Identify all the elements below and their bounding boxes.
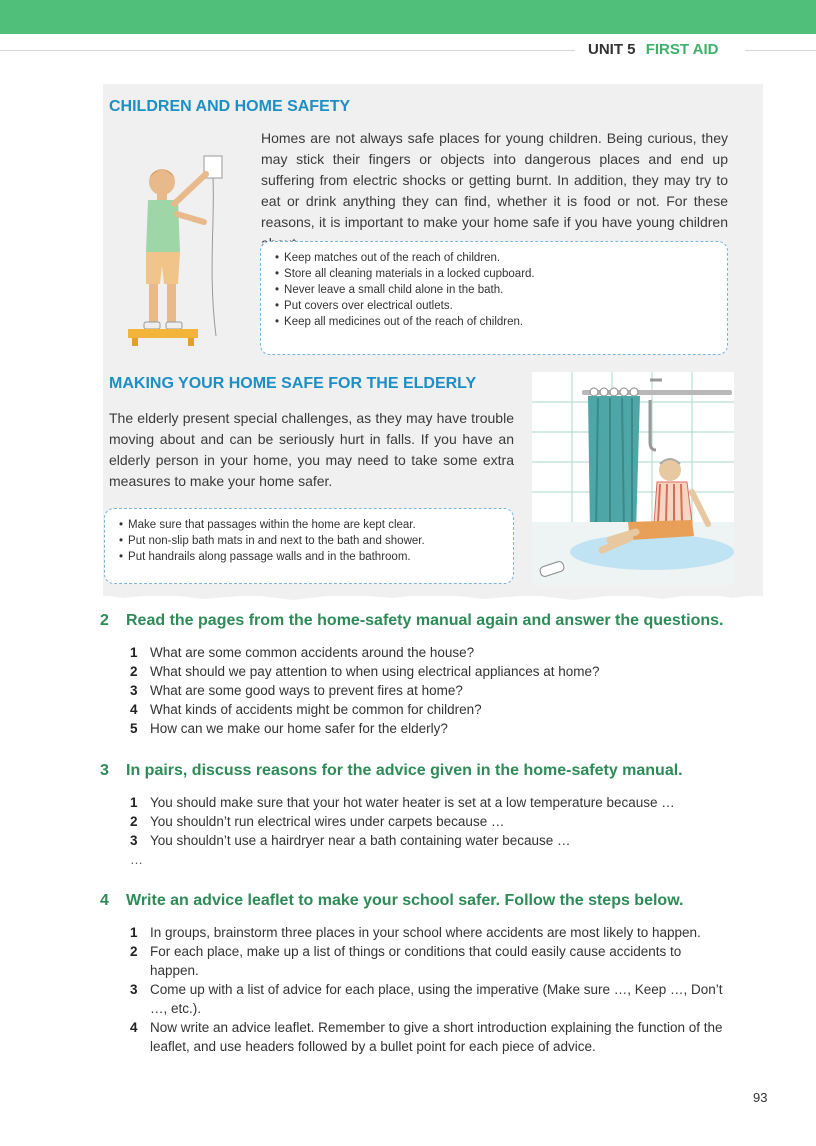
exercise-3-heading bbox=[100, 762, 683, 780]
list-item: • Make sure that passages within the home are kept clear. bbox=[119, 517, 501, 533]
top-banner bbox=[0, 0, 816, 34]
list-item bbox=[130, 812, 730, 831]
list-item bbox=[130, 942, 728, 980]
item-text: Come up with a list of advice for each place, using the imperative (Make sure …, Keep …, Don’t …, etc.). bbox=[150, 982, 723, 1016]
list-item bbox=[130, 700, 730, 719]
item-text: You shouldn’t use a hairdryer near a bath containing water because … bbox=[150, 833, 571, 848]
list-item: • Keep matches out of the reach of children. bbox=[275, 250, 715, 266]
continuation-ellipsis: … bbox=[130, 852, 143, 867]
item-text: You shouldn’t run electrical wires under carpets because … bbox=[150, 814, 505, 829]
header-rule bbox=[0, 50, 575, 51]
item-text: You should make sure that your hot water heater is set at a low temperature because … bbox=[150, 795, 675, 810]
item-text: How can we make our home safer for the elderly? bbox=[150, 721, 448, 736]
list-item: • Put non-slip bath mats in and next to the bath and shower. bbox=[119, 533, 501, 549]
item-number: 2 bbox=[130, 664, 138, 679]
child-at-outlet-illustration bbox=[122, 152, 234, 348]
item-number: 4 bbox=[130, 702, 138, 717]
item-number: 1 bbox=[130, 645, 138, 660]
item-number: 1 bbox=[130, 795, 138, 810]
item-number: 1 bbox=[130, 925, 138, 940]
exercise-4-heading bbox=[100, 892, 684, 910]
list-item: • Keep all medicines out of the reach of children. bbox=[275, 314, 715, 330]
list-item bbox=[130, 681, 730, 700]
children-tips-box bbox=[260, 241, 728, 355]
item-text: What are some common accidents around the house? bbox=[150, 645, 475, 660]
header-rule bbox=[745, 50, 816, 51]
item-number: 4 bbox=[130, 1020, 138, 1035]
elderly-tips-list bbox=[119, 517, 501, 565]
list-item bbox=[130, 643, 730, 662]
list-item: • Store all cleaning materials in a locked cupboard. bbox=[275, 266, 715, 282]
item-number: 3 bbox=[130, 982, 138, 997]
unit-title: FIRST AID bbox=[645, 41, 719, 58]
exercise-instruction: Write an advice leaflet to make your school safer. Follow the steps below. bbox=[126, 892, 684, 909]
torn-edge bbox=[103, 588, 763, 602]
list-item: • Put covers over electrical outlets. bbox=[275, 298, 715, 314]
item-number: 3 bbox=[130, 683, 138, 698]
exercise-3-prompts bbox=[130, 793, 730, 850]
exercise-4-steps bbox=[130, 923, 728, 1056]
list-item bbox=[130, 923, 728, 942]
elderly-bathroom-fall-illustration bbox=[532, 372, 734, 585]
item-number: 2 bbox=[130, 814, 138, 829]
item-text: What should we pay attention to when using electrical appliances at home? bbox=[150, 664, 600, 679]
elderly-safety-paragraph: The elderly present special challenges, as they may have trouble moving about and can be seriously hurt in falls. If you have an elderly person in your home, you may need to take some extra measures to make your home safer. bbox=[109, 410, 514, 489]
list-item: • Never leave a small child alone in the bath. bbox=[275, 282, 715, 298]
section-heading-elderly: MAKING YOUR HOME SAFE FOR THE ELDERLY bbox=[109, 375, 477, 392]
list-item bbox=[130, 662, 730, 681]
list-item bbox=[130, 719, 730, 738]
item-number: 3 bbox=[130, 833, 138, 848]
exercise-2-questions bbox=[130, 643, 730, 738]
exercise-instruction: Read the pages from the home-safety manual again and answer the questions. bbox=[126, 612, 724, 629]
list-item bbox=[130, 831, 730, 850]
item-text: For each place, make up a list of things or conditions that could easily cause accidents to happen. bbox=[150, 944, 682, 978]
list-item bbox=[130, 793, 730, 812]
item-number: 2 bbox=[130, 944, 138, 959]
exercise-instruction: In pairs, discuss reasons for the advice given in the home-safety manual. bbox=[126, 762, 683, 779]
exercise-number: 4 bbox=[100, 892, 109, 909]
exercise-number: 2 bbox=[100, 612, 109, 629]
item-text: What kinds of accidents might be common for children? bbox=[150, 702, 482, 717]
exercise-number: 3 bbox=[100, 762, 109, 779]
page-number: 93 bbox=[753, 1090, 768, 1105]
list-item: • Put handrails along passage walls and in the bathroom. bbox=[119, 549, 501, 565]
section-heading-children: CHILDREN AND HOME SAFETY bbox=[109, 98, 351, 115]
item-text: What are some good ways to prevent fires at home? bbox=[150, 683, 463, 698]
children-safety-paragraph: Homes are not always safe places for young children. Being curious, they may stick their fingers or objects into dangerous places and end up suffering from electric shocks or getting burnt. In addition, they may try to eat or drink anything they can find, whether it is food or not. For these reasons, it is important to make your home safe if you have young children bbox=[261, 130, 728, 230]
elderly-tips-box bbox=[104, 508, 514, 584]
exercise-2-heading bbox=[100, 612, 723, 630]
item-number: 5 bbox=[130, 721, 138, 736]
list-item bbox=[130, 980, 728, 1018]
unit-header bbox=[588, 41, 718, 58]
unit-number: UNIT 5 bbox=[588, 41, 636, 58]
children-tips-list bbox=[275, 250, 715, 330]
list-item bbox=[130, 1018, 728, 1056]
item-text: In groups, brainstorm three places in your school where accidents are most likely to happen. bbox=[150, 925, 701, 940]
item-text: Now write an advice leaflet. Remember to give a short introduction explaining the function of the leaflet, and use headers followed by a bullet point for each piece of advice. bbox=[150, 1020, 723, 1054]
